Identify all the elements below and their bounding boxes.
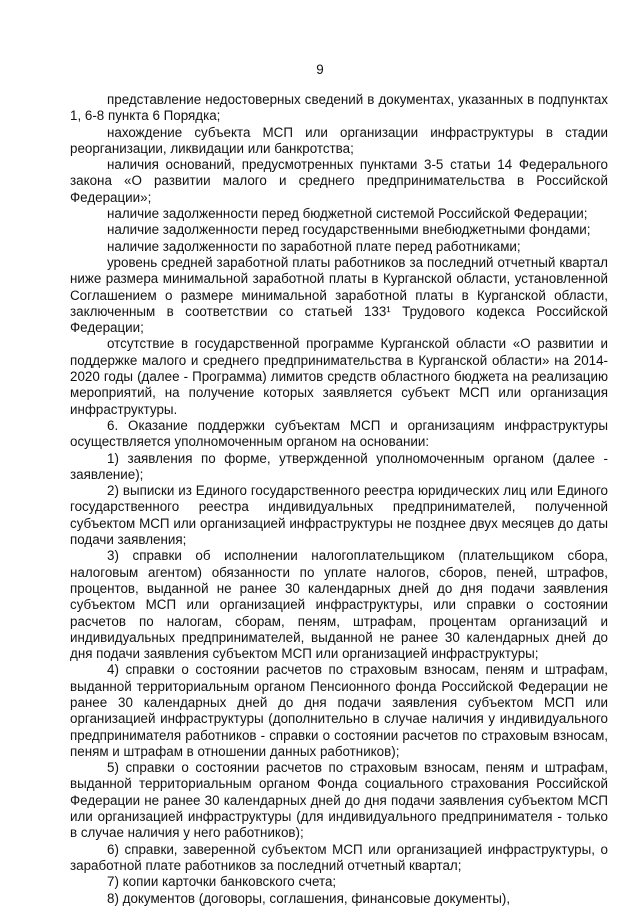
paragraph-subitem-6: 6) справки, заверенной субъектом МСП или организацией инфраструктуры, о заработной плате работников за последний отчетный квартал;: [70, 841, 608, 873]
paragraph-subitem-8: 8) документов (договоры, соглашения, финансовые документы),: [107, 890, 511, 906]
paragraph-reorganization: нахождение субъекта МСП или организации инфраструктуры в стадии реорганизации, ликвидации или банкротства;: [70, 124, 608, 156]
paragraph-item-6: 6. Оказание поддержки субъектам МСП и организациям инфраструктуры осуществляется уполномоченным органом на основании:: [70, 417, 608, 450]
paragraph-average-salary-text: уровень средней заработной платы работников за последний отчетный квартал ниже размера минимальной заработной платы в Курганской области, установленной Соглашением о размере минимальной заработной платы в Курганской области, заключенным в соответствии со статьей 133¹ Трудового кодекса Российской Федерации;: [70, 254, 608, 336]
paragraph-subitem-1: 1) заявления по форме, утвержденной уполномоченным органом (далее - заявление);: [70, 450, 608, 482]
paragraph-program-limits: отсутствие в государственной программе Курганской области «О развитии и поддержке малого и среднего предпринимательства в Курганской области» на 2014-2020 годы (далее - Программа) лимитов средств областного бюджета на реализацию мероприятий, на получение которых заявляется субъект МСП или организация инфраструктуры.: [70, 336, 608, 417]
paragraph-subitem-2: 2) выписки из Единого государственного реестра юридических лиц или Единого государственного реестра индивидуальных предпринимателей, полученной субъектом МСП или организацией инфраструктуры не позднее двух месяцев до даты подачи заявления;: [70, 483, 608, 548]
paragraph-funds-debt: наличие задолженности перед государственными внебюджетными фондами;: [107, 222, 591, 238]
paragraph-subitem-7: 7) копии карточки банковского счета;: [107, 874, 337, 890]
paragraph-false-info: представление недостоверных сведений в документах, указанных в подпунктах 1, 6-8 пункта 6 Порядка;: [70, 92, 608, 124]
paragraph-budget-debt: наличие задолженности перед бюджетной системой Российской Федерации;: [107, 206, 588, 222]
paragraph-federal-law-grounds: наличия оснований, предусмотренных пунктами 3-5 статьи 14 Федерального закона «О развитии малого и среднего предпринимательства в Российской Федерации»;: [70, 157, 608, 205]
paragraph-subitem-4: 4) справки о состоянии расчетов по страховым взносам, пеням и штрафам, выданной территориальным органом Пенсионного фонда Российской Федерации не ранее 30 календарных дней до дня подачи заявления субъектом МСП или организацией инфраструктуры (дополнительно в случае наличия у индивидуального предпринимателя работников - справки о состоянии расчетов по страховым взносам, пеням и штрафам в отношении данных работников);: [70, 662, 608, 759]
paragraph-salary-debt: наличие задолженности по заработной плате перед работниками;: [107, 238, 521, 254]
paragraph-average-salary: [70, 255, 608, 336]
paragraph-subitem-3: 3) справки об исполнении налогоплательщиком (плательщиком сбора, налоговым агентом) обязанности по уплате налогов, сборов, пеней, штрафов, процентов, выданной не ранее 30 календарных дней до дня подачи заявления субъектом МСП или организацией инфраструктуры, или справки о состоянии расчетов по налогам, сборам, пеням, штрафам, процентам организаций и индивидуальных предпринимателей, выданной не ранее 30 календарных дней до дня подачи заявления субъектом МСП или организацией инфраструктуры;: [70, 548, 608, 662]
document-body: [70, 92, 608, 907]
paragraph-subitem-5: 5) справки о состоянии расчетов по страховым взносам, пеням и штрафам, выданной территориальным органом Фонда социального страхования Российской Федерации не ранее 30 календарных дней до дня подачи заявления субъектом МСП или организацией инфраструктуры (для индивидуального предпринимателя - только в случае наличия у него работников);: [70, 760, 608, 841]
page-number: 9: [316, 62, 324, 77]
